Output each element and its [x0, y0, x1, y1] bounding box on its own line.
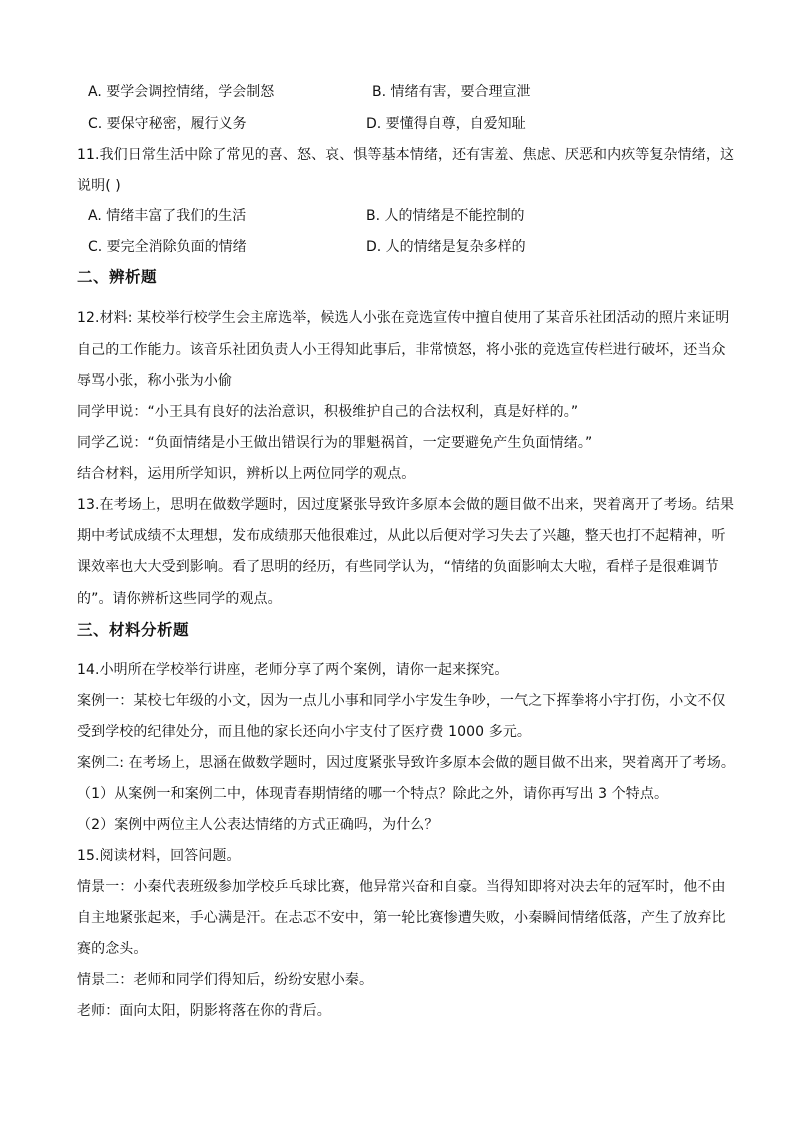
q10-option-c: C. 要保守秘密，履行义务 [88, 116, 247, 132]
q14-line6: （2）案例中两位主人公表达情绪的方式正确吗，为什么？ [77, 817, 439, 833]
q13-line4: 的”。请你辨析这些同学的观点。 [77, 591, 282, 607]
q14-line4: 案例二: 在考场上，思涵在做数学题时，因过度紧张导致许多原本会做的题目做不出来，哭着离开了考场。 [77, 755, 735, 771]
q15-line6: 老师：面向太阳，阴影将落在你的背后。 [77, 1003, 331, 1019]
q13-line1: 13.在考场上，思明在做数学题时，因过度紧张导致许多原本会做的题目做不出来，哭着离开了考场。结果 [77, 497, 735, 513]
q12-line5: 同学乙说：“负面情绪是小王做出错误行为的罪魁祸首，一定要避免产生负面情绪。” [77, 435, 593, 451]
q14-line2: 案例一：某校七年级的小文，因为一点儿小事和同学小宇发生争吵，一气之下挥拳将小宇打伤，小文不仅 [77, 693, 726, 709]
q12-line4: 同学甲说：“小王具有良好的法治意识，积极维护自己的合法权利，真是好样的。” [77, 404, 579, 420]
q11-option-b: B. 人的情绪是不能控制的 [366, 208, 525, 224]
section-heading-material: 三、材料分析题 [77, 621, 190, 639]
q12-line1: 12.材料: 某校举行校学生会主席选举，候选人小张在竞选宣传中擅自使用了某音乐社团活动的照片来证明 [77, 310, 730, 326]
q11-stem-line1: 11.我们日常生活中除了常见的喜、怒、哀、惧等基本情绪，还有害羞、焦虑、厌恶和内疚等复杂情绪，这 [77, 147, 735, 163]
q10-option-d: D. 要懂得自尊，自爱知耻 [366, 116, 526, 132]
q15-line4: 赛的念头。 [77, 941, 148, 957]
q13-line3: 课效率也大大受到影响。看了思明的经历，有些同学认为，“情绪的负面影响太大啦，看样子是很难调节 [77, 559, 719, 575]
q15-line2: 情景一：小秦代表班级参加学校乒乓球比赛，他异常兴奋和自豪。当得知即将对决去年的冠军时，他不由 [77, 879, 726, 895]
q11-option-a: A. 情绪丰富了我们的生活 [88, 208, 247, 224]
q12-line6: 结合材料，运用所学知识，辨析以上两位同学的观点。 [77, 466, 416, 482]
q10-option-a: A. 要学会调控情绪，学会制怒 [88, 84, 275, 100]
q15-line3: 自主地紧张起来，手心满是汗。在忐忑不安中，第一轮比赛惨遭失败，小秦瞬间情绪低落，产生了放弃比 [77, 910, 726, 926]
q11-stem-line2: 说明( ) [77, 178, 121, 194]
q14-line5: （1）从案例一和案例二中，体现青春期情绪的哪一个特点？除此之外，请你再写出 3 个特点。 [77, 786, 669, 802]
q15-line5: 情景二：老师和同学们得知后，纷纷安慰小秦。 [77, 972, 374, 988]
q11-option-c: C. 要完全消除负面的情绪 [88, 239, 247, 255]
q15-line1: 15.阅读材料，回答问题。 [77, 848, 241, 864]
q12-line2: 自己的工作能力。该音乐社团负责人小王得知此事后，非常愤怒，将小张的竞选宣传栏进行破坏，还当众 [77, 342, 726, 358]
q14-line3: 受到学校的纪律处分，而且他的家长还向小宇支付了医疗费 1000 多元。 [77, 724, 532, 740]
section-heading-analysis: 二、辨析题 [77, 268, 158, 286]
q10-option-b: B. 情绪有害，要合理宣泄 [372, 84, 531, 100]
q12-line3: 辱骂小张，称小张为小偷 [77, 373, 233, 389]
q13-line2: 期中考试成绩不太理想，发布成绩那天他很难过，从此以后便对学习失去了兴趣，整天也打不起精神，听 [77, 528, 726, 544]
q14-line1: 14.小明所在学校举行讲座，老师分享了两个案例，请你一起来探究。 [77, 662, 509, 678]
q11-option-d: D. 人的情绪是复杂多样的 [366, 239, 526, 255]
